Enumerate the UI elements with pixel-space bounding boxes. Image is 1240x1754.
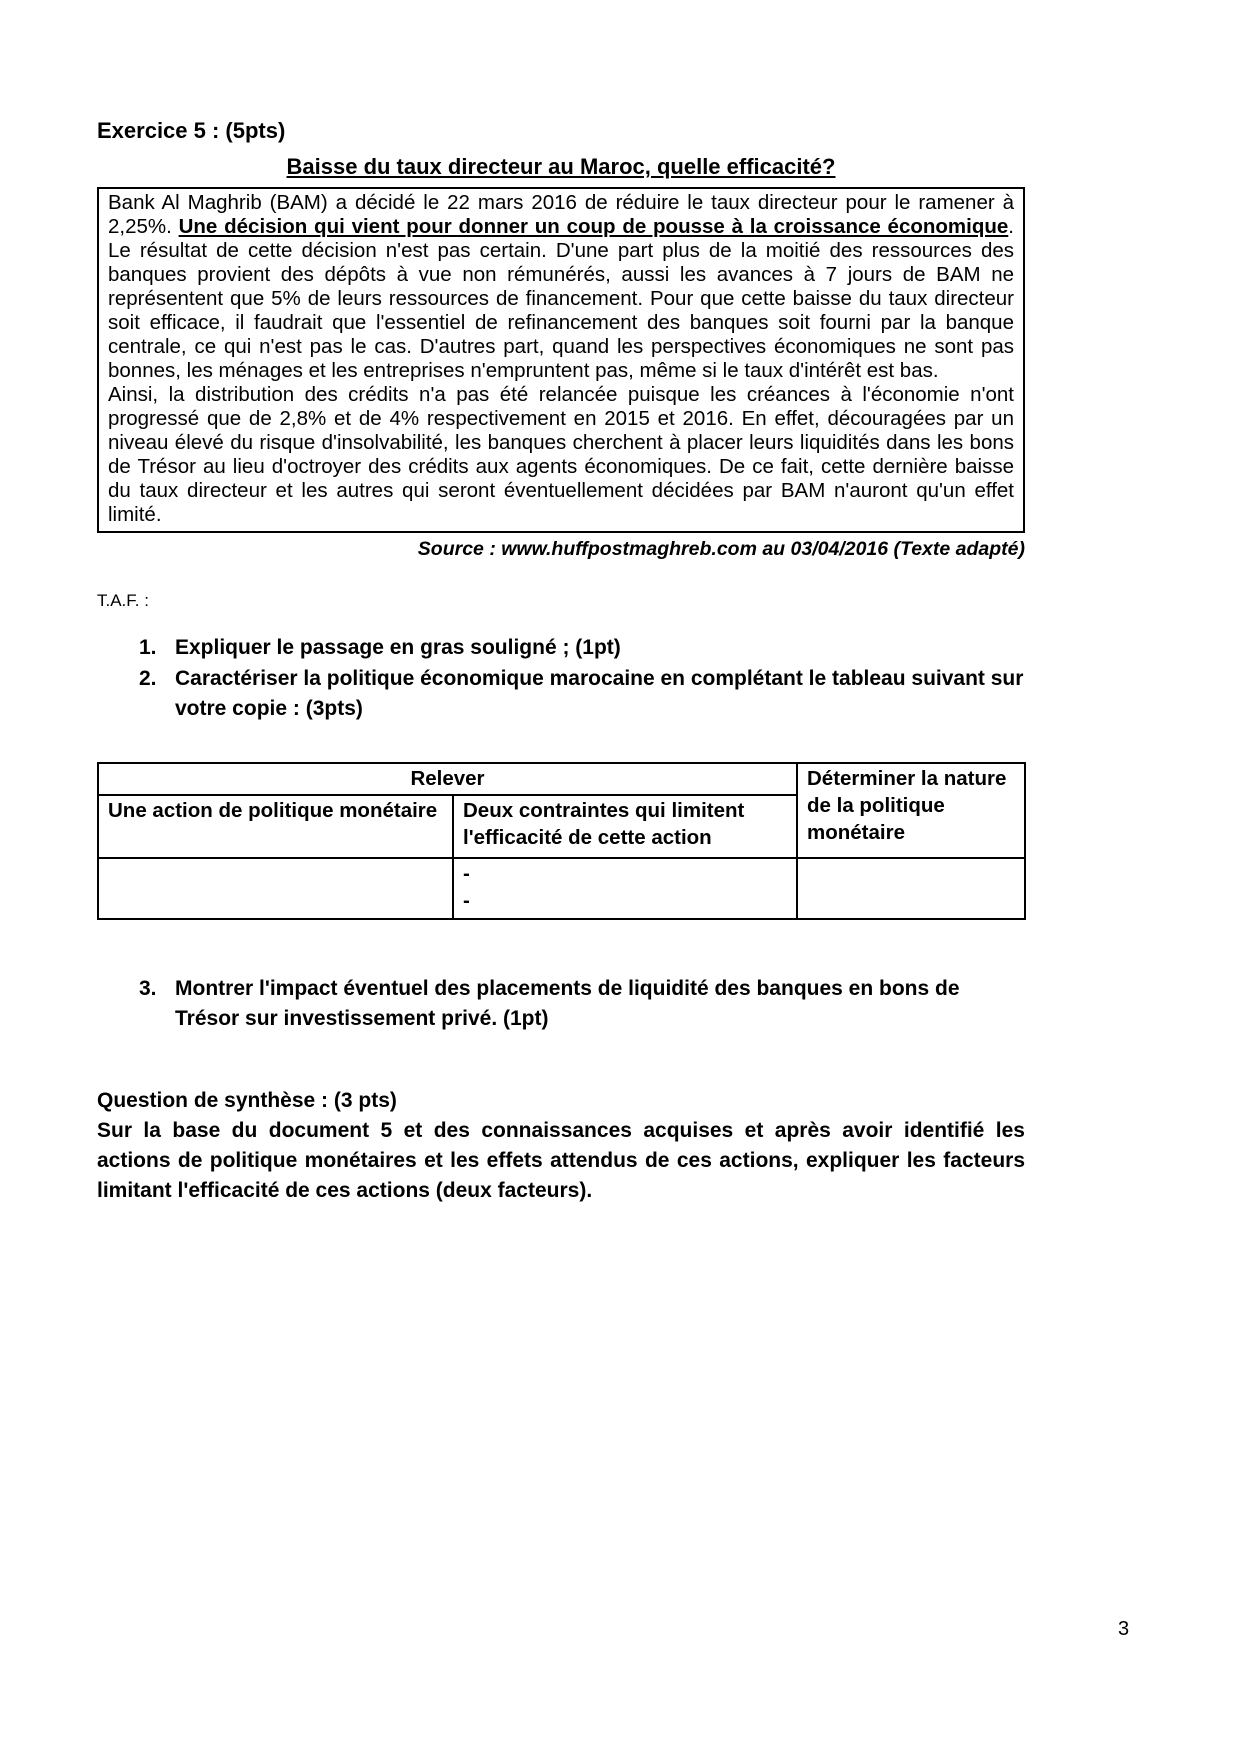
table-cell-action-empty bbox=[98, 858, 453, 919]
table-header-contraintes: Deux contraintes qui limitent l'efficacité de cette action bbox=[453, 795, 797, 858]
table-header-action-politique: Une action de politique monétaire bbox=[98, 795, 453, 858]
taf-item-1-number: 1. bbox=[139, 636, 157, 659]
table-header-relever: Relever bbox=[98, 763, 797, 795]
document-text-box bbox=[97, 187, 1025, 533]
table-cell-contraintes-dashes bbox=[453, 858, 797, 919]
taf-item-3-text: Montrer l'impact éventuel des placements de liquidité des banques en bons de Trésor sur investissement privé. (1pt) bbox=[175, 977, 960, 1030]
taf-item-3 bbox=[97, 974, 1025, 1034]
document-title: Baisse du taux directeur au Maroc, quelle efficacité? bbox=[286, 154, 836, 179]
table-header-nature-politique: Déterminer la nature de la politique monétaire bbox=[797, 763, 1025, 858]
paragraph-1-rest: . Le résultat de cette décision n'est pas certain. D'une part plus de la moitié des ressources des banques provient des dépôts à vue non rémunérés, aussi les avances à 7 jours de BAM ne représentent que 5% de leurs ressources de financement. Pour que cette baisse du taux directeur soit efficace, il faudrait que l'essentiel de refinancement des banques soit fourni par la banque centrale, ce qui n'est pas le cas. D'autres part, quand les perspectives économiques ne sont pas bonnes, les ménages et les entreprises n'empruntent pas, même si le taux d'intérêt est bas. bbox=[108, 215, 1014, 382]
taf-item-2-number: 2. bbox=[139, 667, 157, 690]
document-paragraph-2: Ainsi, la distribution des crédits n'a pas été relancée puisque les créances à l'économie n'ont progressé que de 2,8% et de 4% respectivement en 2015 et 2016. En effet, découragées par un niveau élevé du risque d'insolvabilité, les banques cherchent à placer leurs liquidités dans les bons de Trésor au lieu d'octroyer des crédits aux agents économiques. De ce fait, cette dernière baisse du taux directeur et les autres qui seront éventuellement décidées par BAM n'auront qu'un effet limité. bbox=[108, 383, 1014, 526]
source-citation: Source : www.huffpostmaghreb.com au 03/04/2016 (Texte adapté) bbox=[417, 538, 1025, 560]
table-body-row bbox=[98, 858, 1025, 919]
synthese-heading: Question de synthèse : (3 pts) bbox=[97, 1089, 397, 1112]
table-cell-nature-empty bbox=[797, 858, 1025, 919]
taf-item-3-number: 3. bbox=[139, 977, 157, 1000]
taf-item-2 bbox=[97, 664, 1025, 724]
page-number: 3 bbox=[1118, 1618, 1130, 1640]
taf-item-1 bbox=[97, 633, 1025, 663]
dash-line-2: - bbox=[463, 889, 470, 912]
page-content bbox=[97, 0, 1025, 1227]
bold-underlined-passage: Une décision qui vient pour donner un coup de pousse à la croissance économique bbox=[178, 215, 1009, 238]
completion-table bbox=[97, 762, 1026, 920]
taf-item-1-text: Expliquer le passage en gras souligné ; (1pt) bbox=[175, 636, 621, 659]
taf-label: T.A.F. : bbox=[97, 591, 149, 610]
dash-line-1: - bbox=[463, 862, 470, 885]
paragraph-1-lead: Bank Al Maghrib (BAM) a décidé le 22 mars 2016 de réduire le taux directeur pour le ramener à 2,25%. bbox=[108, 191, 1014, 238]
exercise-heading: Exercice 5 : (5pts) bbox=[97, 118, 286, 143]
taf-item-2-text: Caractériser la politique économique marocaine en complétant le tableau suivant sur votre copie : (3pts) bbox=[175, 667, 1024, 720]
table-header-row-1 bbox=[98, 763, 1025, 795]
synthese-body: Sur la base du document 5 et des connaissances acquises et après avoir identifié les actions de politique monétaires et les effets attendus de ces actions, expliquer les facteurs limitant l'efficacité de ces actions (deux facteurs). bbox=[97, 1119, 1025, 1202]
document-paragraph-1 bbox=[108, 191, 1014, 383]
